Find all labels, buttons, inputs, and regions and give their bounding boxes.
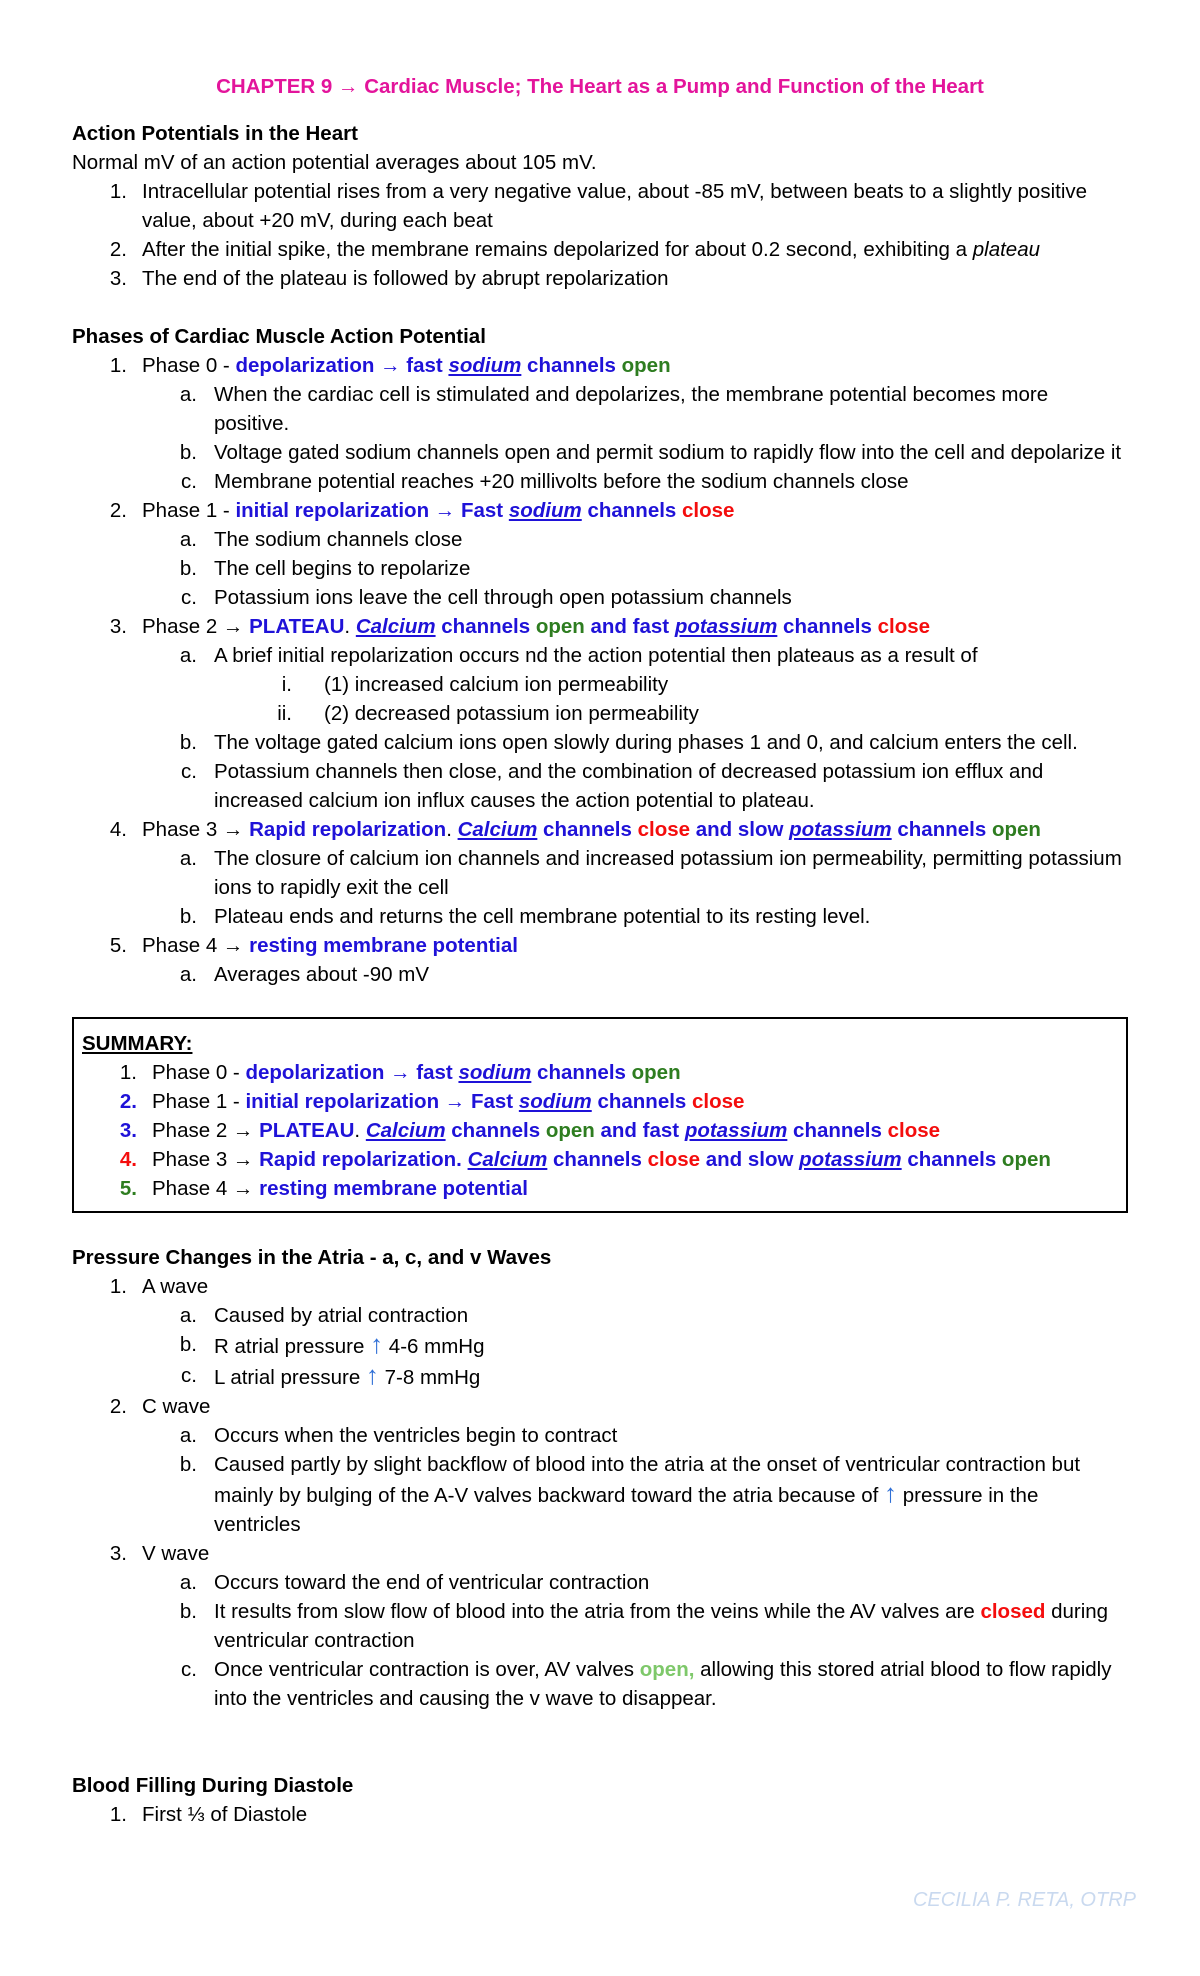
list-item-text: Occurs toward the end of ventricular contraction (214, 1571, 650, 1594)
phase-1-item (72, 496, 1128, 612)
valve-status: open, (639, 1658, 695, 1681)
list-marker: a. (179, 847, 197, 870)
list-marker: c. (181, 1658, 197, 1681)
list-item-text: It results from slow flow of blood into the atria from the veins while the AV valves are (214, 1600, 981, 1623)
phase-description: initial repolarization → Fast (245, 1090, 519, 1113)
phase-0-item (72, 351, 1128, 496)
phase-description: channels (445, 1119, 546, 1142)
ion-term: Calcium (457, 818, 538, 841)
summary-item (82, 1087, 1118, 1116)
list-item-text: First ⅓ of Diastole (142, 1803, 308, 1826)
list-marker: 1. (109, 180, 127, 203)
channel-status: open (621, 354, 671, 377)
phase-description: Rapid repolarization. (259, 1148, 468, 1171)
list-item (142, 380, 1128, 438)
v-wave-sublist (142, 1568, 1128, 1713)
list-marker: a. (179, 1304, 197, 1327)
summary-item (82, 1116, 1118, 1145)
phase-description: and slow (700, 1148, 800, 1171)
list-marker: c. (181, 470, 197, 493)
list-marker: 2. (119, 1090, 137, 1113)
list-item (142, 1421, 1128, 1450)
list-item (142, 1301, 1128, 1330)
phase-3-item (72, 815, 1128, 931)
list-marker: i. (281, 673, 292, 696)
list-item-text: Caused by atrial contraction (214, 1304, 469, 1327)
channel-status: open (1001, 1148, 1051, 1171)
list-item (142, 902, 1128, 931)
ion-term: sodium (458, 1061, 532, 1084)
punctuation: . (344, 615, 356, 638)
phase-label: Phase 4 → (152, 1177, 260, 1200)
list-marker: b. (179, 1453, 197, 1476)
phase-description: channels (891, 818, 992, 841)
list-marker: 2. (109, 238, 127, 261)
list-marker: a. (179, 644, 197, 667)
phase-label: Phase 2 → (142, 615, 250, 638)
channel-status: close (682, 499, 735, 522)
list-marker: 3. (109, 615, 127, 638)
ion-term: sodium (518, 1090, 592, 1113)
wave-label: V wave (142, 1542, 210, 1565)
phase-label: Phase 3 → (142, 818, 250, 841)
list-marker: b. (179, 557, 197, 580)
phase-description: channels (787, 1119, 888, 1142)
arrow-up-icon: ↑ (884, 1478, 898, 1508)
wave-label: C wave (142, 1395, 211, 1418)
waves-list (72, 1272, 1128, 1713)
list-item (142, 641, 1128, 728)
phase-description: PLATEAU (259, 1119, 355, 1142)
list-marker: b. (179, 1600, 197, 1623)
list-item-text: The sodium channels close (214, 528, 463, 551)
phase-label: Phase 3 → (152, 1148, 260, 1171)
phase-description: channels (521, 354, 622, 377)
phase-label: Phase 4 → (142, 934, 250, 957)
section-heading-action-potentials: Action Potentials in the Heart (72, 122, 358, 145)
channel-status: close (887, 1119, 941, 1142)
list-item-text: L atrial pressure (214, 1366, 366, 1389)
phase-description: initial repolarization → Fast (235, 499, 509, 522)
ion-term: Calcium (467, 1148, 548, 1171)
phase-description: resting membrane potential (259, 1177, 528, 1200)
list-marker: 4. (109, 818, 127, 841)
list-marker: b. (179, 441, 197, 464)
list-item (142, 1361, 1128, 1392)
phase-description: channels (547, 1148, 648, 1171)
list-item (142, 757, 1128, 815)
phase-label: Phase 1 - (152, 1090, 246, 1113)
author-footer: CECILIA P. RETA, OTRP (912, 1889, 1136, 1911)
list-item-text: Potassium channels then close, and the combination of decreased potassium ion efflux and increased calcium ion influx causes the action potential to plateau. (214, 760, 1044, 812)
list-item-text: during ventricular contraction (214, 1600, 1109, 1652)
wave-label: A wave (142, 1275, 209, 1298)
list-marker: b. (179, 1333, 197, 1356)
phase-2-item (72, 612, 1128, 815)
a-wave-item (72, 1272, 1128, 1392)
phase-description: Rapid repolarization (249, 818, 447, 841)
list-item-text: Averages about -90 mV (214, 963, 429, 986)
list-marker: 3. (109, 1542, 127, 1565)
phase-description: PLATEAU (249, 615, 345, 638)
phase-description: and fast (584, 615, 675, 638)
list-marker: a. (179, 383, 197, 406)
channel-status: close (637, 818, 691, 841)
list-item-text: Potassium ions leave the cell through open potassium channels (214, 586, 792, 609)
phase-1-sublist (142, 525, 1128, 612)
section-heading-phases: Phases of Cardiac Muscle Action Potential (72, 325, 486, 348)
channel-status: close (692, 1090, 745, 1113)
channel-status: open (545, 1119, 595, 1142)
list-marker: 5. (119, 1177, 137, 1200)
phase-4-sublist (142, 960, 1128, 989)
ion-term: Calcium (355, 615, 436, 638)
list-item (142, 1568, 1128, 1597)
list-item (142, 1330, 1128, 1361)
summary-box (72, 1017, 1128, 1213)
punctuation: . (354, 1119, 366, 1142)
phase-2-sublist (142, 641, 1128, 815)
phase-label: Phase 1 - (142, 499, 236, 522)
section-heading-blood-filling: Blood Filling During Diastole (72, 1774, 354, 1797)
a-wave-sublist (142, 1301, 1128, 1392)
phases-list (72, 351, 1128, 989)
summary-item (82, 1058, 1118, 1087)
list-item (142, 1450, 1128, 1539)
channel-status: close (877, 615, 931, 638)
phase-description: channels (435, 615, 536, 638)
section-intro: Normal mV of an action potential averages about 105 mV. (72, 151, 597, 174)
summary-list (82, 1058, 1118, 1203)
list-marker: a. (179, 1424, 197, 1447)
list-item-text: A brief initial repolarization occurs nd the action potential then plateaus as a result of (214, 644, 978, 667)
list-item-text: The voltage gated calcium ions open slowly during phases 1 and 0, and calcium enters the cell. (214, 731, 1078, 754)
channel-status: close (647, 1148, 701, 1171)
list-marker: 4. (119, 1148, 137, 1171)
summary-item (82, 1145, 1118, 1174)
list-item-text: The cell begins to repolarize (214, 557, 471, 580)
list-item-text: Caused partly by slight backflow of blood into the atria at the onset of ventricular contraction but mainly by bulging of the A-V valves backward toward the atria because of (214, 1453, 1081, 1507)
italic-term: plateau (972, 238, 1040, 261)
list-item (142, 960, 1128, 989)
channel-status: open (535, 615, 585, 638)
phase-description: resting membrane potential (249, 934, 518, 957)
list-item (142, 467, 1128, 496)
phase-description: depolarization → fast (235, 354, 449, 377)
list-marker: b. (179, 905, 197, 928)
list-marker: 3. (119, 1119, 137, 1142)
channel-status: open (991, 818, 1041, 841)
phase-description: channels (901, 1148, 1002, 1171)
list-item (214, 699, 1128, 728)
list-item (142, 728, 1128, 757)
v-wave-item (72, 1539, 1128, 1713)
arrow-up-icon: ↑ (370, 1329, 384, 1359)
section-heading-pressure-changes: Pressure Changes in the Atria - a, c, and v Waves (72, 1246, 552, 1269)
list-item (142, 525, 1128, 554)
phase-description: and fast (594, 1119, 685, 1142)
list-item-text: The closure of calcium ion channels and increased potassium ion permeability, permitting potassium ions to rapidly exit the cell (214, 847, 1122, 899)
list-marker: 1. (109, 1275, 127, 1298)
phase-label: Phase 0 - (152, 1061, 246, 1084)
valve-status: closed (980, 1600, 1046, 1623)
phase-description: channels (777, 615, 878, 638)
list-item-text: (1) increased calcium ion permeability (324, 673, 669, 696)
c-wave-item (72, 1392, 1128, 1539)
list-item (72, 177, 1128, 235)
list-item (72, 264, 1128, 293)
summary-heading: SUMMARY: (82, 1032, 193, 1055)
list-item (142, 1655, 1128, 1713)
list-marker: 1. (109, 354, 127, 377)
list-item-text: pressure in the ventricles (214, 1484, 1039, 1536)
list-marker: c. (181, 586, 197, 609)
list-item-text: The end of the plateau is followed by abrupt repolarization (142, 267, 669, 290)
phase-label: Phase 0 - (142, 354, 236, 377)
list-item (142, 583, 1128, 612)
phase-label: Phase 2 → (152, 1119, 260, 1142)
list-item (142, 1597, 1128, 1655)
ion-term: potassium (799, 1148, 902, 1171)
chapter-title: CHAPTER 9 → Cardiac Muscle; The Heart as a Pump and Function of the Heart (216, 75, 984, 98)
list-marker: a. (179, 963, 197, 986)
list-item-text: 7-8 mmHg (378, 1366, 481, 1389)
c-wave-sublist (142, 1421, 1128, 1539)
list-item-text: Plateau ends and returns the cell membrane potential to its resting level. (214, 905, 871, 928)
phase-2-roman-list (214, 670, 1128, 728)
list-item-text: allowing this stored atrial blood to flow rapidly into the ventricles and causing the v wave to disappear. (214, 1658, 1112, 1710)
list-marker: a. (179, 1571, 197, 1594)
list-item-text: Intracellular potential rises from a very negative value, about -85 mV, between beats to a slightly positive value, about +20 mV, during each beat (142, 180, 1088, 232)
list-item (214, 670, 1128, 699)
phase-description: channels (581, 499, 683, 522)
phase-description: and slow (690, 818, 790, 841)
arrow-up-icon: ↑ (365, 1360, 379, 1390)
list-item-text: When the cardiac cell is stimulated and depolarizes, the membrane potential becomes more positive. (214, 383, 1049, 435)
ion-term: sodium (508, 499, 582, 522)
list-marker: 3. (109, 267, 127, 290)
list-item-text: Once ventricular contraction is over, AV valves (214, 1658, 640, 1681)
list-item (142, 554, 1128, 583)
list-marker: 1. (119, 1061, 137, 1084)
list-marker: a. (179, 528, 197, 551)
list-item-text: Occurs when the ventricles begin to contract (214, 1424, 618, 1447)
list-item (142, 844, 1128, 902)
list-item (142, 438, 1128, 467)
phase-4-item (72, 931, 1128, 989)
summary-item (82, 1174, 1118, 1203)
ion-term: potassium (684, 1119, 788, 1142)
phase-3-sublist (142, 844, 1128, 931)
list-marker: 2. (109, 499, 127, 522)
phase-description: channels (537, 818, 638, 841)
phase-description: depolarization → fast (245, 1061, 459, 1084)
action-potential-list (72, 177, 1128, 293)
phase-description: channels (531, 1061, 632, 1084)
blood-filling-list (72, 1800, 1128, 1829)
list-marker: 2. (109, 1395, 127, 1418)
list-marker: b. (179, 731, 197, 754)
ion-term: potassium (789, 818, 892, 841)
list-item-text: Voltage gated sodium channels open and permit sodium to rapidly flow into the cell and depolarize it (214, 441, 1122, 464)
list-item (72, 1800, 1128, 1829)
list-item-text: R atrial pressure (214, 1335, 371, 1358)
list-item-text: 4-6 mmHg (383, 1335, 485, 1358)
list-item (72, 235, 1128, 264)
list-marker: c. (181, 1364, 197, 1387)
channel-status: open (631, 1061, 681, 1084)
list-item-text: (2) decreased potassium ion permeability (324, 702, 699, 725)
list-item-text: Membrane potential reaches +20 millivolts before the sodium channels close (214, 470, 909, 493)
ion-term: potassium (674, 615, 778, 638)
ion-term: sodium (448, 354, 522, 377)
list-marker: ii. (277, 702, 292, 725)
phase-description: channels (591, 1090, 693, 1113)
ion-term: Calcium (365, 1119, 446, 1142)
list-marker: 1. (109, 1803, 127, 1826)
punctuation: . (446, 818, 458, 841)
list-marker: c. (181, 760, 197, 783)
list-item-text: After the initial spike, the membrane remains depolarized for about 0.2 second, exhibiting a (142, 238, 973, 261)
phase-0-sublist (142, 380, 1128, 496)
list-marker: 5. (109, 934, 127, 957)
